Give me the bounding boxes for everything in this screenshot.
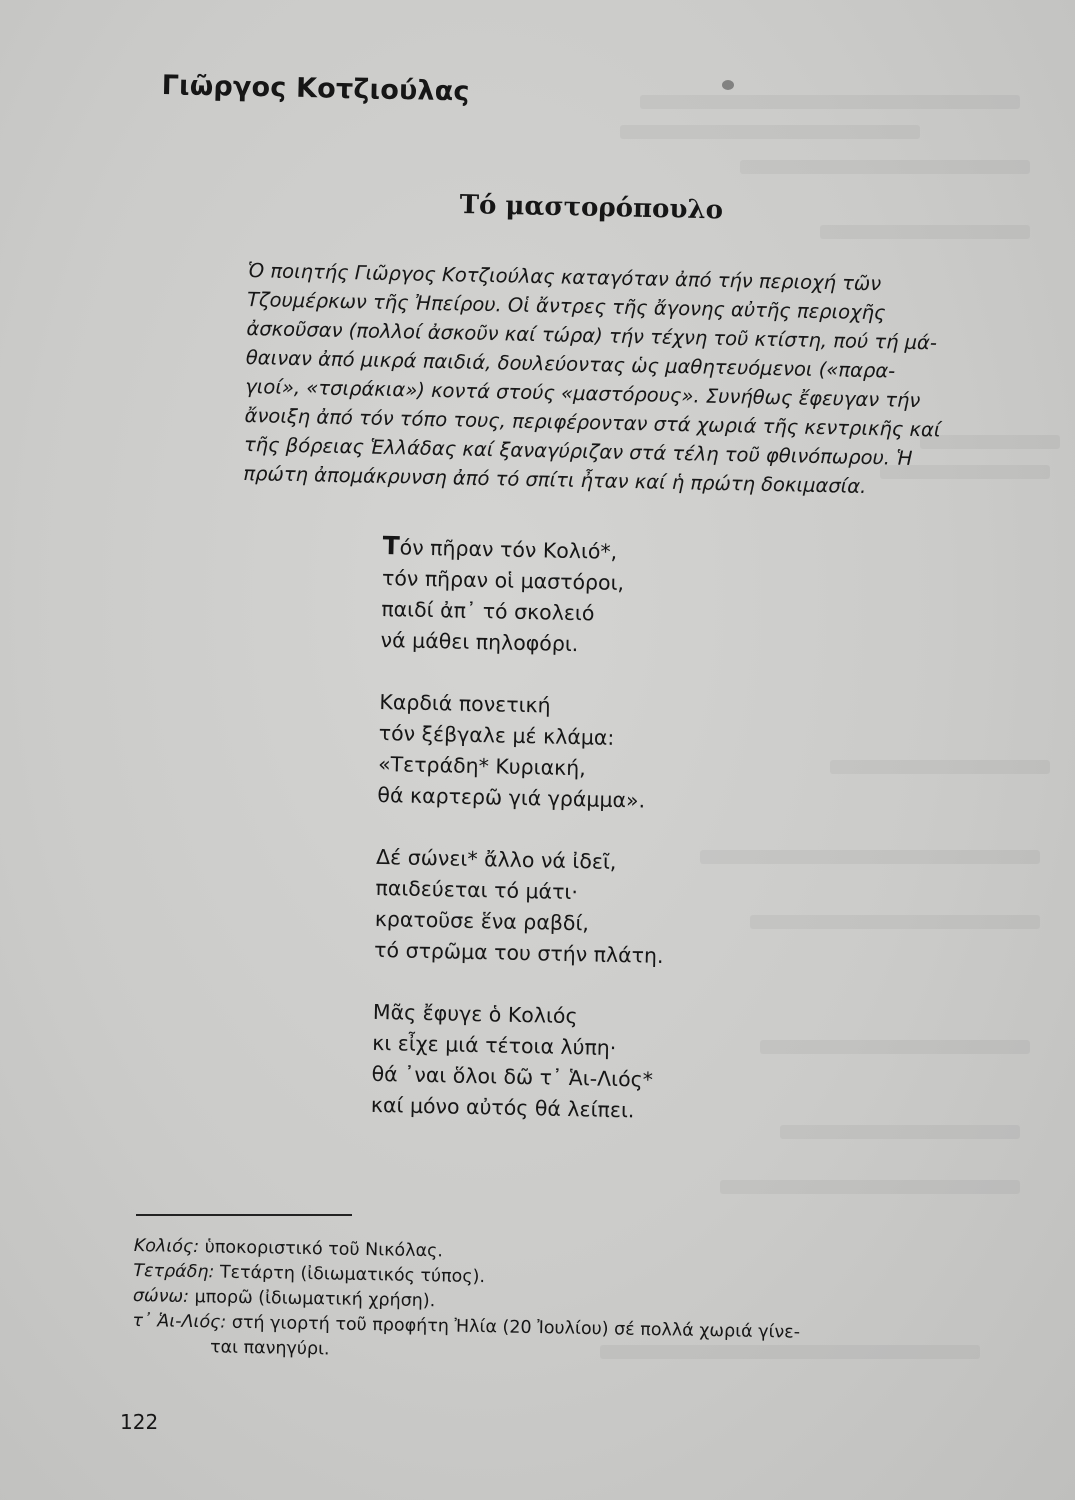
verse-line: παιδί ἀπ᾿ τό σκολειό (381, 596, 595, 626)
footnote-term: Κολιός: (133, 1235, 200, 1258)
footnote-term: σώνω: (132, 1285, 190, 1307)
drop-cap: Τ (382, 530, 401, 561)
footnote-text: στή γιορτή τοῦ προφήτη Ἠλία (20 Ἰουλίου) σέ πολλά χωριά γίνε- (226, 1312, 801, 1343)
verse-line: νά μάθει πηλοφόρι. (380, 627, 579, 657)
footnotes (132, 1234, 1014, 1374)
author-name: Γιῶργος Κοτζιούλας (161, 70, 470, 108)
stanza-3 (374, 842, 666, 972)
verse-line: θά ᾿ναι ὅλοι δῶ τ᾿ Ἁι-Λιός* (371, 1061, 654, 1092)
footnote-text: ὑποκοριστικό τοῦ Νικόλας. (198, 1237, 444, 1262)
ink-smudge (722, 80, 734, 90)
verse-line: κρατοῦσε ἕνα ραβδί, (374, 906, 590, 936)
verse-line: Καρδιά πονετική (379, 689, 551, 718)
intro-line: θαιναν ἀπό μικρά παιδιά, δουλεύοντας ὡς μαθητευόμενοι («παρα- (245, 345, 896, 383)
stanza-2 (377, 687, 669, 817)
intro-line: ἄνοιξη ἀπό τόν τόπο τους, περιφέρονταν στά χωριά τῆς κεντρικῆς καί (244, 403, 941, 442)
footnote-term: Τετράδη: (133, 1260, 215, 1283)
intro-line: γιοί», «τσιράκια») κοντά στούς «μαστόρους». Συνήθως ἔφευγαν τήν (245, 374, 921, 413)
verse-line: θά καρτερῶ γιά γράμμα». (377, 782, 646, 813)
page-number: 122 (120, 1410, 159, 1434)
verse-line: «Τετράδη* Κυριακή, (377, 751, 586, 781)
footnote-text: μπορῶ (ἰδιωματική χρήση). (188, 1286, 436, 1312)
verse-line: Δέ σώνει* ἄλλο νά ἰδεῖ, (375, 844, 617, 874)
footnote-divider (136, 1214, 352, 1216)
poem-title: Τό μαστορόπουλο (459, 190, 724, 226)
verse-line: κι εἶχε μιά τέτοια λύπη· (372, 1030, 617, 1060)
verse-line: Μᾶς ἔφυγε ὁ Κολιός (372, 999, 578, 1029)
intro-line: πρώτη ἀπομάκρυνση ἀπό τό σπίτι ἦταν καί ἡ πρώτη δοκιμασία. (243, 461, 867, 498)
poem-body (370, 530, 672, 1158)
verse-line: τόν ξέβγαλε μέ κλάμα: (378, 720, 615, 750)
verse-text: όν πῆραν τόν Κολιό*, (399, 535, 618, 564)
intro-line: Τζουμέρκων τῆς Ἠπείρου. Οἱ ἄντρες τῆς ἄγονης αὐτῆς περιοχῆς (246, 287, 886, 325)
intro-paragraph (243, 256, 1024, 504)
footnote-text: Τετάρτη (ἰδιωματικός τύπος). (214, 1262, 486, 1288)
verse-line: παιδεύεται τό μάτι· (375, 875, 579, 905)
intro-line: Ὁ ποιητής Γιῶργος Κοτζιούλας καταγόταν ἀπό τήν περιοχή τῶν (247, 258, 882, 296)
stanza-1 (380, 530, 672, 662)
verse-line: τό στρῶμα του στήν πλάτη. (373, 937, 664, 968)
footnote-term: τ᾿ Ἁι-Λιός: (132, 1310, 227, 1333)
footnote-continuation: ται πανηγύρι. (209, 1337, 330, 1360)
verse-line: τόν πῆραν οἱ μαστόροι, (381, 565, 625, 596)
intro-line: τῆς βόρειας Ἑλλάδας καί ξαναγύριζαν στά τέλη τοῦ φθινόπωρου. Ἡ (243, 432, 913, 470)
stanza-4 (371, 997, 663, 1127)
verse-line: καί μόνο αὐτός θά λείπει. (370, 1092, 635, 1123)
intro-line: ἀσκοῦσαν (πολλοί ἀσκοῦν καί τώρα) τήν τέχνη τοῦ κτίστη, πού τή μά- (246, 316, 938, 355)
